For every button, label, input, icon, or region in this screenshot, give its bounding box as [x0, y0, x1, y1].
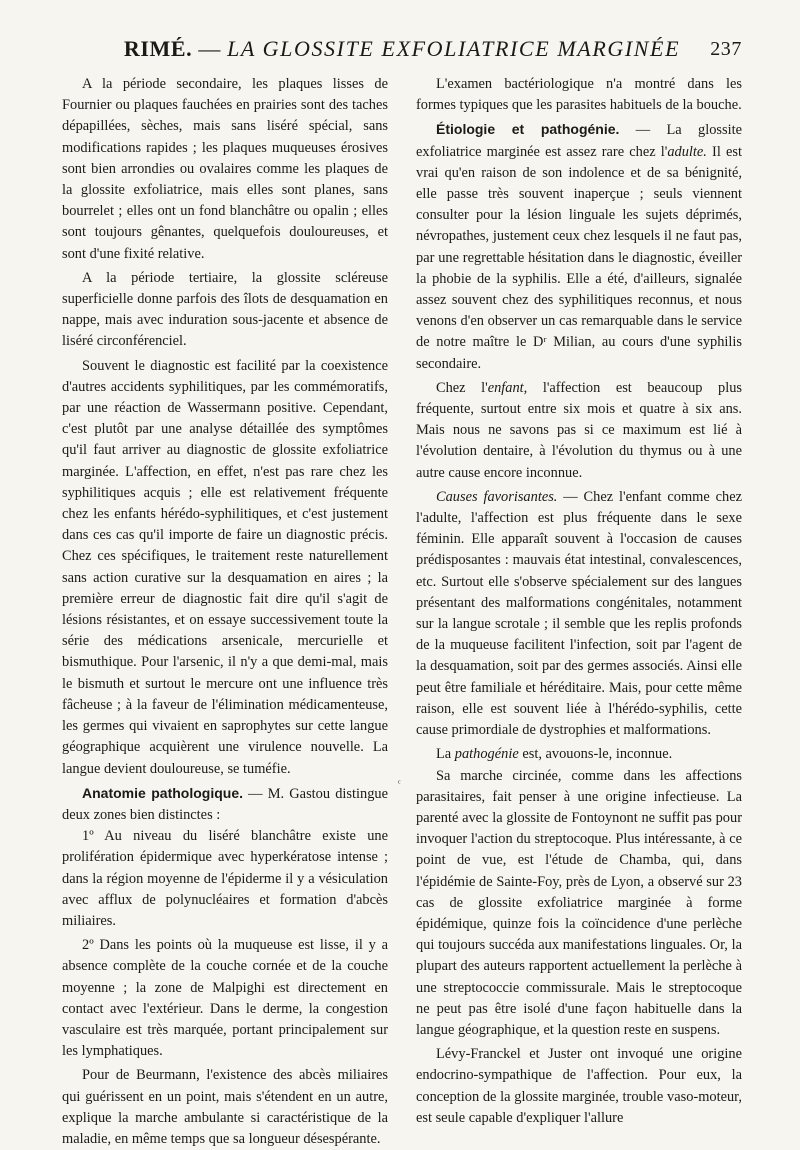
page-number: 237: [710, 38, 742, 60]
paragraph-text: Il est vrai qu'en raison de son indolence et de sa bénignité, elle passe très souvent inaperçue ; seuls viennent consulter pour la lésion linguale les sujets déprimés, névropathes, justement ceux chez lesquels il ne faut pas, par une regrettable hésitation dans le diagnostic, éveiller la phobie de la syphilis. Elle a été, d'ailleurs, signalée assez souvent chez des syphilitiques reconnus, et nous venons d'en observer un cas remarquable dans le service de notre maître le Dʳ Milian, au cours d'une syphilis secondaire.: [416, 143, 742, 372]
paragraph-text: — M. Gastou distingue deux zones bien distinctes :: [62, 785, 388, 823]
paragraph: [416, 744, 742, 765]
right-column: [416, 74, 742, 1150]
paragraph: 1º Au niveau du liséré blanchâtre existe une prolifération épidermique avec hyperkératose intense ; dans la région moyenne de l'épiderme il y a vésiculation avec afflux de polynucléaires et formation d'abcès miliaires.: [62, 828, 388, 929]
paragraph: [416, 487, 742, 741]
paragraph: Pour de Beurmann, l'existence des abcès miliaires qui guérissent en un point, mais s'étendent en un autre, explique la marche ambulante si caractéristique de la maladie, en même temps que sa longueur désespérante.: [62, 1067, 388, 1147]
paragraph: Souvent le diagnostic est facilité par la coexistence d'autres accidents syphilitiques, par les commémoratifs, par une réaction de Wassermann positive. Cependant, c'est plutôt par une analyse détaillée des symptômes qu'il faut arriver au diagnostic de glossite exfoliatrice marginée. L'affection, en effet, n'est pas rare chez les syphilitiques acquis ; elle est relativement fréquente chez les enfants hérédo-syphilitiques, et c'est justement dans ces cas qu'il importe de faire un diagnostic précis. Chez ces spécifiques, le traitement reste naturellement sans action curative sur la desquamation en aires ; la première erreur de diagnostic fait dire qu'il s'agit de lésions résistantes, et on essaye successivement toute la série des médications arsenicale, mercurielle et bismuthique. Pour l'arsenic, il n'y a que demi-mal, mais le bismuth et surtout le mercure ont une influence très fâcheuse ; à la faveur de l'élimination médicamenteuse, les germes qui vivaient en saprophytes sur cette langue géographique acquièrent une virulence nouvelle. La langue devient douloureuse, se tuméfie.: [62, 357, 388, 777]
paragraph: A la période tertiaire, la glossite scléreuse superficielle donne parfois des îlots de desquamation en nappe, mais avec induration sous-jacente et absence de liséré circonférenciel.: [62, 269, 388, 350]
header-title: [124, 28, 680, 62]
section-heading-anatomie: Anatomie pathologique.: [82, 784, 244, 801]
paragraph-text: Chez l': [436, 379, 488, 396]
paragraph-text: La: [436, 746, 455, 763]
paragraph-text: est, avouons-le, inconnue.: [518, 746, 673, 763]
header-author: RIMÉ.: [123, 36, 193, 61]
paragraph-text: l'affection est beaucoup plus fréquente, surtout entre six mois et quatre à six ans. Mais nous ne savons pas si ce maximum est lié à l'évolution dentaire, à l'évolution du thymus ou à une autre cause encore inconnue.: [416, 379, 742, 481]
italic-term: pathogénie: [454, 746, 519, 763]
paragraph: [416, 378, 742, 484]
paragraph: L'examen bactériologique n'a montré dans les formes typiques que les parasites habituels de la bouche.: [416, 76, 742, 114]
header-article-title: LA GLOSSITE EXFOLIATRICE MARGINÉE: [227, 36, 681, 61]
italic-term: adulte.: [667, 143, 707, 160]
two-column-body: [62, 74, 742, 1150]
paragraph: Sa marche circinée, comme dans les affections parasitaires, fait penser à une origine infectieuse. La parenté avec la glossite de Fontoynont ne suffit pas pour invoquer l'action du streptocoque. Plus intéressante, à ce point de vue, est l'étude de Chamba, qui, dans l'épidémie de Sainte-Foy, près de Lyon, a observé sur 23 cas de glossite exfoliatrice marginée à forme épidémique, quinze fois la coïncidence d'une perlèche qui toujours succéda aux manifestations linguales. Or, la plupart des auteurs rapportent actuellement la perlèche à une streptococcie commissurale. Mais le streptocoque ne peut pas être isolé d'une façon habituelle dans la langue géographique, et la question reste en suspens.: [416, 767, 742, 1038]
header-separator: —: [192, 36, 228, 61]
paragraph: 2º Dans les points où la muqueuse est lisse, il y a absence complète de la couche cornée et de la couche moyenne ; la zone de Malpighi est directement en contact avec l'extérieur. Dans le derme, la congestion vasculaire est très marquée, portant principalement sur les lymphatiques.: [62, 937, 388, 1060]
italic-term: enfant,: [487, 379, 528, 396]
italic-subheading: Causes favorisantes.: [436, 488, 558, 505]
paragraph: A la période secondaire, les plaques lisses de Fournier ou plaques fauchées en prairies sont des taches dépapillées, sèches, mais sans liséré spécial, sans modifications rapides ; les plaques muqueuses érosives sont bien arrondies ou ovalaires comme les plaques de la glossite exfoliatrice, mais elles sont planes, sans bourrelet ; elles ont un fond blanchâtre ou opalin ; elles sont toujours gênantes, quelquefois douloureuses, et sont d'une fixité relative.: [62, 76, 388, 262]
section-heading-etiologie: Étiologie et pathogénie.: [436, 121, 620, 138]
running-header: [62, 28, 742, 68]
paragraph: [416, 119, 742, 374]
paragraph-text: — La glossite exfoliatrice marginée est assez rare chez l': [416, 122, 742, 160]
margin-mark: ᶜ: [398, 778, 401, 789]
left-column: [62, 74, 388, 1150]
paragraph-text: — Chez l'enfant comme chez l'adulte, l'affection est plus fréquente dans le sexe féminin. Elle apparaît souvent à l'occasion de causes prédisposantes : mauvais état intestinal, convalescences, etc. Surtout elle s'observe spécialement sur des langues présentant des malformations congénitales, notamment sur la langue scrotale ; il semble que les replis profonds de la muqueuse facilitent l'infection, soit par l'agent de la desquamation, soit par des germes associés. Ainsi elle peut être familiale et héréditaire. Mais, pour cette même raison, elle est souvent liée à l'hérédo-syphilis, cette cause primordiale de dystrophies et malformations.: [416, 488, 742, 739]
paragraph: [62, 783, 388, 826]
paragraph: Lévy-Franckel et Juster ont invoqué une origine endocrino-sympathique de l'affection. Pour eux, la conception de la glossite marginée, trouble vaso-moteur, est seule capable d'expliquer l'allure: [416, 1046, 742, 1126]
